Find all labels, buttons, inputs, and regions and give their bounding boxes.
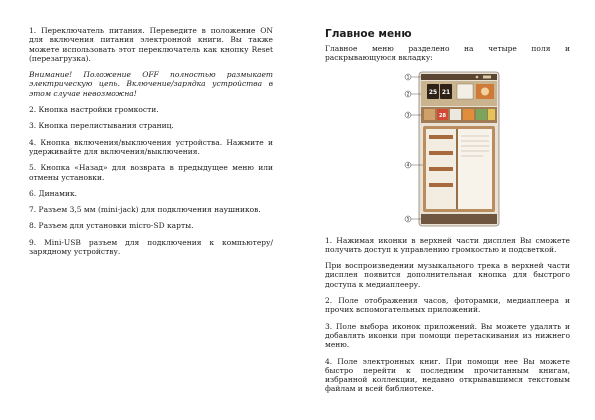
item-app-icons-field: 3. Поле выбора иконок приложений. Вы можете удалять и добавлять иконки при помощи перетаскивания из нижнего меню. [325, 321, 570, 350]
item-headphone-jack: 7. Разъем 3,5 мм (mini-jack) для подключения наушников. [29, 205, 261, 215]
books-tab-1 [429, 135, 453, 139]
callout-label-4: 4 [406, 161, 410, 167]
app-icon-1 [424, 109, 435, 120]
clock-minutes: 21 [441, 88, 451, 96]
right-column [325, 26, 570, 401]
app-icon-4 [463, 109, 474, 120]
volume-icon [476, 75, 479, 78]
item-music-note: При воспроизведении музыкального трека в верхней части дисплея появится дополнительная кнопка для быстрого доступа к медиаплееру. [325, 261, 570, 289]
left-column [29, 26, 273, 263]
item-back-button: 5. Кнопка «Назад» для возврата в предыдущее меню или отмены установки. [29, 163, 273, 182]
item-power-switch: 1. Переключатель питания. Переведите в положение ON для включения питания электронной книги. Вы также можете использовать этот переключатель как кнопку Reset (перезагрузка). [29, 26, 273, 63]
calendar-day: 28 [439, 112, 446, 119]
item-power-button: 4. Кнопка включения/выключения устройства. Нажмите и удерживайте для включения/выключения. [29, 137, 273, 156]
battery-icon [483, 75, 491, 78]
item-usb-port: 9. Mini-USB разъем для подключения к компьютеру/зарядному устройству. [29, 237, 273, 257]
main-menu-figure [325, 70, 570, 230]
books-tab-4 [429, 183, 453, 187]
media-disc-icon [481, 87, 489, 95]
app-icon-6 [488, 109, 495, 120]
callout-label-1: 1 [406, 73, 410, 79]
callout-label-5: 5 [406, 215, 410, 221]
device-screen-illustration [403, 70, 503, 230]
books-tab-2 [429, 151, 453, 155]
app-icon-3 [450, 109, 461, 120]
item-clock-field: 2. Поле отображения часов, фоторамки, медиаплеера и прочих вспомогательных приложений. [325, 296, 570, 315]
item-volume-button: 2. Кнопка настройки громкости. [29, 105, 159, 115]
item-page-turn-button: 3. Кнопка перелистывания страниц. [29, 121, 174, 131]
callout-label-2: 2 [406, 90, 410, 96]
clock-hours: 25 [428, 88, 438, 96]
callout-label-3: 3 [406, 111, 410, 117]
books-tab-3 [429, 167, 453, 171]
bottom-dropdown-tab [421, 214, 497, 224]
item-sd-slot: 8. Разъем для установки micro-SD карты. [29, 221, 194, 231]
item-speaker: 6. Динамик. [29, 188, 78, 198]
photo-frame [457, 84, 473, 99]
item-top-icons: 1. Нажимая иконки в верхней части дисплея Вы сможете получить доступ к управлению громкостью и подсветкой. [325, 235, 570, 254]
item-books-field: 4. Поле электронных книг. При помощи нее Вы можете быстро перейти к последним прочитанным книгам, избранной коллекции, недавно открывавшимся текстовым файлам и всей библиотеке. [325, 356, 570, 394]
app-icon-5 [476, 109, 487, 120]
intro-text: Главное меню разделено на четыре поля и раскрывающуюся вкладку: [325, 44, 570, 63]
warning-note: Внимание! Положение OFF полностью размыкает электрическую цепь. Включение/зарядка устройства в этом случае невозможна! [29, 70, 273, 98]
section-heading: Главное меню [325, 28, 412, 40]
